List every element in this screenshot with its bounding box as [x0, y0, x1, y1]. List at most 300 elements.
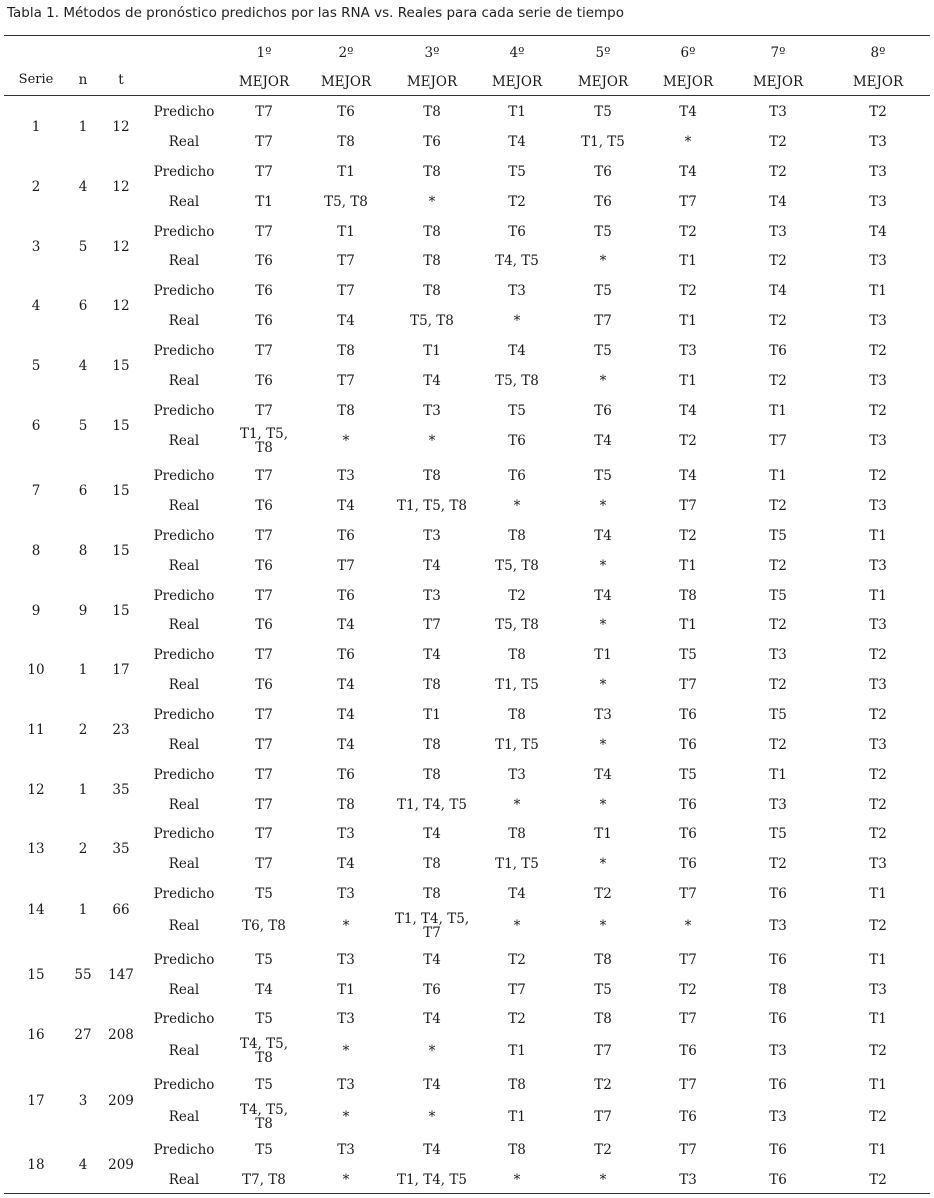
- predicted-method-cell: T2: [594, 1077, 612, 1093]
- real-method-cell: T2: [869, 918, 887, 934]
- real-method-cell: *: [599, 1172, 607, 1188]
- predicted-method-cell: T6: [769, 1011, 787, 1027]
- real-label: Real: [168, 313, 200, 329]
- real-method-cell: T3: [869, 856, 887, 872]
- real-method-cell: T8: [423, 253, 441, 269]
- real-method-cell: T2: [769, 856, 787, 872]
- predicted-method-cell: T8: [423, 283, 441, 299]
- predicted-method-cell: T1: [337, 224, 355, 240]
- real-method-cell: T3: [869, 737, 887, 753]
- predicted-method-cell: T2: [869, 826, 887, 842]
- header-rank-4: 4º: [509, 45, 525, 61]
- header-mejor-8: MEJOR: [852, 74, 904, 90]
- predicted-method-cell: T3: [337, 1142, 355, 1158]
- predicted-method-cell: T6: [594, 164, 612, 180]
- predicted-method-cell: T7: [255, 826, 273, 842]
- real-method-cell: T3: [869, 982, 887, 998]
- predicted-method-cell: T3: [769, 647, 787, 663]
- predicho-label: Predicho: [153, 468, 215, 484]
- serie-number: 10: [27, 662, 45, 678]
- real-method-cell: T7: [255, 856, 273, 872]
- predicted-method-cell: T2: [869, 343, 887, 359]
- real-method-cell: T2: [869, 1043, 887, 1059]
- real-method-cell: T6: [255, 253, 273, 269]
- predicted-method-cell: T7: [255, 224, 273, 240]
- predicted-method-cell: T2: [508, 1011, 526, 1027]
- predicho-label: Predicho: [153, 224, 215, 240]
- predicted-method-cell: T3: [594, 707, 612, 723]
- n-value: 4: [78, 1157, 88, 1173]
- serie-number: 13: [27, 841, 45, 857]
- real-method-cell: T6: [255, 677, 273, 693]
- predicted-method-cell: T1: [869, 1077, 887, 1093]
- predicted-method-cell: T6: [679, 826, 697, 842]
- predicted-method-cell: T3: [508, 767, 526, 783]
- predicted-method-cell: T1: [508, 104, 526, 120]
- real-method-cell: T5, T8: [410, 313, 454, 329]
- predicted-method-cell: T7: [679, 952, 697, 968]
- real-method-cell: *: [684, 918, 692, 934]
- predicted-method-cell: T1: [337, 164, 355, 180]
- real-method-cell: *: [599, 617, 607, 633]
- real-method-cell: T4: [255, 982, 273, 998]
- predicted-method-cell: T7: [679, 1077, 697, 1093]
- real-method-cell: T2: [769, 617, 787, 633]
- table-caption: Tabla 1. Métodos de pronóstico predichos por las RNA vs. Reales para cada serie de tiempo: [7, 5, 625, 21]
- predicted-method-cell: T6: [769, 1142, 787, 1158]
- predicted-method-cell: T2: [508, 952, 526, 968]
- predicted-method-cell: T1: [769, 468, 787, 484]
- predicted-method-cell: T4: [337, 707, 355, 723]
- serie-number: 16: [27, 1027, 45, 1043]
- t-value: 15: [112, 418, 130, 434]
- predicted-method-cell: T3: [337, 468, 355, 484]
- predicted-method-cell: T3: [769, 104, 787, 120]
- predicted-method-cell: T1: [869, 283, 887, 299]
- predicted-method-cell: T6: [337, 767, 355, 783]
- predicted-method-cell: T8: [337, 343, 355, 359]
- real-method-cell: T7: [594, 313, 612, 329]
- predicted-method-cell: T5: [769, 588, 787, 604]
- predicted-method-cell: T7: [679, 886, 697, 902]
- real-method-cell: T6: [508, 433, 526, 449]
- predicted-method-cell: T5: [594, 283, 612, 299]
- real-method-cell: T7: [255, 737, 273, 753]
- real-method-cell: T5, T8: [495, 373, 539, 389]
- real-label: Real: [168, 134, 200, 150]
- n-value: 4: [78, 179, 88, 195]
- predicho-label: Predicho: [153, 952, 215, 968]
- t-value: 15: [112, 543, 130, 559]
- predicted-method-cell: T7: [255, 647, 273, 663]
- predicted-method-cell: T3: [769, 224, 787, 240]
- predicted-method-cell: T5: [679, 767, 697, 783]
- real-method-cell: T4: [423, 373, 441, 389]
- predicho-label: Predicho: [153, 1077, 215, 1093]
- t-value: 12: [112, 238, 130, 255]
- serie-number: 7: [31, 483, 41, 499]
- real-method-cell: *: [599, 856, 607, 872]
- predicted-method-cell: T2: [869, 104, 887, 120]
- predicted-method-cell: T2: [869, 647, 887, 663]
- predicted-method-cell: T7: [255, 104, 273, 120]
- real-label: Real: [168, 1172, 200, 1188]
- real-method-cell: T3: [869, 313, 887, 329]
- predicted-method-cell: T7: [679, 1011, 697, 1027]
- real-method-cell: T3: [869, 433, 887, 449]
- real-method-cell: *: [342, 1043, 350, 1059]
- real-method-cell: T3: [769, 1109, 787, 1125]
- predicted-method-cell: T2: [594, 1142, 612, 1158]
- real-method-cell: T4: [337, 677, 355, 693]
- predicted-method-cell: T8: [594, 952, 612, 968]
- real-method-cell: T8: [423, 856, 441, 872]
- real-method-cell: *: [513, 498, 521, 514]
- real-method-cell: T2: [869, 1172, 887, 1188]
- real-method-cell: T5: [594, 982, 612, 998]
- t-value: 12: [112, 298, 130, 314]
- real-method-cell: T2: [769, 373, 787, 389]
- predicho-label: Predicho: [153, 1011, 215, 1027]
- predicted-method-cell: T1: [423, 343, 441, 359]
- real-method-cell: T1, T5: [581, 134, 625, 150]
- t-value: 35: [112, 841, 130, 857]
- real-method-cell: *: [428, 1043, 436, 1059]
- real-method-cell: *: [599, 253, 607, 269]
- predicted-method-cell: T5: [594, 224, 612, 240]
- predicted-method-cell: T3: [679, 343, 697, 359]
- t-value: 35: [112, 782, 130, 798]
- real-method-cell: T6: [679, 797, 697, 813]
- predicted-method-cell: T2: [508, 588, 526, 604]
- real-method-cell: T2: [769, 253, 787, 269]
- predicted-method-cell: T1: [769, 767, 787, 783]
- header-rank-8: 8º: [870, 45, 886, 61]
- real-method-cell: *: [342, 1109, 350, 1125]
- predicho-label: Predicho: [153, 767, 215, 783]
- real-method-cell: *: [599, 498, 607, 514]
- t-value: 17: [112, 662, 130, 678]
- real-method-cell: T8: [423, 737, 441, 753]
- real-method-cell: T2: [679, 982, 697, 998]
- predicted-method-cell: T6: [337, 588, 355, 604]
- predicted-method-cell: T8: [508, 528, 526, 544]
- serie-number: 4: [31, 298, 41, 314]
- header-mejor-1: MEJOR: [238, 74, 290, 90]
- predicho-label: Predicho: [153, 343, 215, 359]
- real-method-cell: T6: [255, 313, 273, 329]
- n-value: 1: [78, 902, 88, 918]
- real-label: Real: [168, 982, 200, 998]
- header-rank-5: 5º: [595, 45, 611, 61]
- real-method-cell: T7: [508, 982, 526, 998]
- predicted-method-cell: T2: [869, 403, 887, 419]
- predicted-method-cell: T3: [337, 886, 355, 902]
- predicted-method-cell: T4: [423, 952, 441, 968]
- t-value: 12: [112, 119, 130, 135]
- predicted-method-cell: T8: [508, 1077, 526, 1093]
- predicted-method-cell: T3: [869, 164, 887, 180]
- real-method-cell: T6: [255, 498, 273, 514]
- real-method-cell: T1, T5, T8: [239, 426, 289, 456]
- predicted-method-cell: T6: [769, 952, 787, 968]
- predicted-method-cell: T6: [594, 403, 612, 419]
- real-label: Real: [168, 558, 200, 574]
- n-value: 1: [78, 662, 88, 678]
- real-method-cell: T3: [869, 617, 887, 633]
- predicted-method-cell: T1: [869, 588, 887, 604]
- real-method-cell: T2: [679, 433, 697, 449]
- header-t: t: [118, 72, 124, 88]
- real-method-cell: T6: [679, 856, 697, 872]
- real-method-cell: *: [428, 194, 436, 210]
- predicted-method-cell: T8: [423, 104, 441, 120]
- real-method-cell: T2: [869, 797, 887, 813]
- predicted-method-cell: T8: [423, 468, 441, 484]
- n-value: 2: [78, 841, 88, 857]
- real-method-cell: T6: [679, 737, 697, 753]
- predicted-method-cell: T8: [423, 224, 441, 240]
- real-method-cell: T1, T5: [495, 677, 539, 693]
- predicted-method-cell: T5: [594, 343, 612, 359]
- n-value: 6: [78, 483, 88, 499]
- real-method-cell: T5, T8: [324, 194, 368, 210]
- real-method-cell: T2: [869, 1109, 887, 1125]
- t-value: 208: [108, 1027, 134, 1043]
- predicho-label: Predicho: [153, 886, 215, 902]
- predicted-method-cell: T7: [255, 468, 273, 484]
- bottom-rule: [4, 1193, 930, 1194]
- real-method-cell: T1: [508, 1109, 526, 1125]
- real-method-cell: T2: [769, 134, 787, 150]
- real-method-cell: T1: [337, 982, 355, 998]
- serie-number: 18: [27, 1157, 45, 1173]
- predicted-method-cell: T4: [679, 104, 697, 120]
- predicted-method-cell: T3: [423, 528, 441, 544]
- real-method-cell: T3: [769, 918, 787, 934]
- predicted-method-cell: T3: [423, 588, 441, 604]
- predicted-method-cell: T3: [508, 283, 526, 299]
- header-mejor-7: MEJOR: [752, 74, 804, 90]
- serie-number: 14: [27, 902, 45, 918]
- real-method-cell: T4, T5: [495, 253, 539, 269]
- predicted-method-cell: T4: [508, 343, 526, 359]
- predicted-method-cell: T4: [594, 767, 612, 783]
- predicted-method-cell: T5: [255, 1142, 273, 1158]
- real-method-cell: *: [599, 918, 607, 934]
- n-value: 5: [78, 418, 88, 434]
- real-method-cell: T4: [594, 433, 612, 449]
- predicted-method-cell: T2: [679, 224, 697, 240]
- predicted-method-cell: T7: [337, 283, 355, 299]
- predicted-method-cell: T7: [679, 1142, 697, 1158]
- header-rank-6: 6º: [680, 45, 696, 61]
- predicted-method-cell: T1: [869, 1142, 887, 1158]
- real-label: Real: [168, 433, 200, 449]
- predicted-method-cell: T6: [255, 283, 273, 299]
- predicted-method-cell: T7: [255, 707, 273, 723]
- real-label: Real: [168, 1109, 200, 1125]
- real-method-cell: T4: [337, 737, 355, 753]
- real-method-cell: T6, T8: [242, 918, 286, 934]
- serie-number: 3: [31, 238, 41, 255]
- real-method-cell: T2: [769, 313, 787, 329]
- predicho-label: Predicho: [153, 283, 215, 299]
- n-value: 55: [74, 967, 92, 983]
- predicted-method-cell: T3: [337, 1011, 355, 1027]
- real-method-cell: T4: [769, 194, 787, 210]
- real-method-cell: *: [342, 1172, 350, 1188]
- predicted-method-cell: T8: [423, 886, 441, 902]
- n-value: 5: [78, 238, 88, 255]
- real-method-cell: T2: [769, 498, 787, 514]
- real-method-cell: T4: [337, 617, 355, 633]
- predicho-label: Predicho: [153, 1142, 215, 1158]
- serie-number: 1: [31, 119, 41, 135]
- real-label: Real: [168, 194, 200, 210]
- predicted-method-cell: T4: [423, 1077, 441, 1093]
- predicted-method-cell: T5: [255, 1077, 273, 1093]
- predicted-method-cell: T5: [594, 468, 612, 484]
- serie-number: 8: [31, 543, 41, 559]
- predicted-method-cell: T4: [869, 224, 887, 240]
- real-method-cell: T7: [679, 677, 697, 693]
- predicted-method-cell: T1: [423, 707, 441, 723]
- t-value: 209: [108, 1093, 134, 1109]
- n-value: 6: [78, 298, 88, 314]
- real-method-cell: T4, T5, T8: [239, 1036, 289, 1066]
- predicted-method-cell: T5: [255, 886, 273, 902]
- predicted-method-cell: T6: [769, 1077, 787, 1093]
- real-method-cell: T1: [679, 313, 697, 329]
- predicted-method-cell: T8: [508, 826, 526, 842]
- real-method-cell: *: [599, 737, 607, 753]
- real-method-cell: T5, T8: [495, 558, 539, 574]
- real-method-cell: T3: [869, 498, 887, 514]
- predicted-method-cell: T8: [508, 647, 526, 663]
- header-mejor-4: MEJOR: [491, 74, 543, 90]
- predicted-method-cell: T7: [255, 403, 273, 419]
- predicted-method-cell: T5: [255, 1011, 273, 1027]
- header-rank-1: 1º: [256, 45, 272, 61]
- predicted-method-cell: T6: [337, 528, 355, 544]
- real-method-cell: T6: [255, 558, 273, 574]
- real-method-cell: T3: [869, 677, 887, 693]
- predicho-label: Predicho: [153, 104, 215, 120]
- real-method-cell: *: [513, 797, 521, 813]
- real-method-cell: *: [599, 558, 607, 574]
- predicted-method-cell: T8: [679, 588, 697, 604]
- predicted-method-cell: T1: [869, 886, 887, 902]
- real-method-cell: T4: [337, 856, 355, 872]
- t-value: 15: [112, 358, 130, 374]
- real-method-cell: T5, T8: [495, 617, 539, 633]
- header-mejor-5: MEJOR: [577, 74, 629, 90]
- predicted-method-cell: T4: [423, 647, 441, 663]
- real-method-cell: T6: [255, 373, 273, 389]
- predicted-method-cell: T2: [679, 283, 697, 299]
- serie-number: 11: [27, 722, 45, 738]
- predicted-method-cell: T1: [869, 952, 887, 968]
- real-label: Real: [168, 373, 200, 389]
- serie-number: 5: [31, 358, 41, 374]
- real-method-cell: T3: [769, 797, 787, 813]
- serie-number: 12: [27, 782, 45, 798]
- t-value: 23: [112, 722, 130, 738]
- predicted-method-cell: T6: [769, 886, 787, 902]
- predicted-method-cell: T4: [679, 403, 697, 419]
- real-method-cell: T1: [679, 617, 697, 633]
- real-method-cell: T6: [255, 617, 273, 633]
- real-method-cell: T1: [679, 373, 697, 389]
- t-value: 147: [108, 967, 134, 983]
- real-method-cell: T7: [594, 1109, 612, 1125]
- real-method-cell: T7: [423, 617, 441, 633]
- real-method-cell: T1, T4, T5: [397, 797, 467, 813]
- predicted-method-cell: T4: [423, 826, 441, 842]
- predicted-method-cell: T3: [337, 952, 355, 968]
- real-method-cell: *: [599, 677, 607, 693]
- real-method-cell: T3: [769, 1043, 787, 1059]
- real-method-cell: T6: [594, 194, 612, 210]
- real-method-cell: T4: [508, 134, 526, 150]
- real-method-cell: T8: [769, 982, 787, 998]
- real-method-cell: T7: [337, 373, 355, 389]
- predicted-method-cell: T8: [337, 403, 355, 419]
- real-method-cell: *: [342, 918, 350, 934]
- predicted-method-cell: T7: [255, 767, 273, 783]
- real-method-cell: T1, T5: [495, 856, 539, 872]
- predicted-method-cell: T5: [769, 528, 787, 544]
- real-method-cell: T7: [337, 253, 355, 269]
- header-mejor-3: MEJOR: [406, 74, 458, 90]
- predicted-method-cell: T1: [594, 826, 612, 842]
- real-method-cell: T7: [337, 558, 355, 574]
- serie-number: 17: [27, 1093, 45, 1109]
- real-method-cell: T7: [679, 498, 697, 514]
- predicted-method-cell: T2: [769, 164, 787, 180]
- real-method-cell: T3: [869, 134, 887, 150]
- real-label: Real: [168, 797, 200, 813]
- predicted-method-cell: T4: [423, 1011, 441, 1027]
- predicted-method-cell: T5: [769, 826, 787, 842]
- serie-number: 9: [31, 602, 41, 619]
- real-method-cell: T7, T8: [242, 1172, 286, 1188]
- n-value: 1: [78, 119, 88, 135]
- predicted-method-cell: T4: [594, 528, 612, 544]
- serie-number: 6: [31, 418, 41, 434]
- predicted-method-cell: T6: [508, 468, 526, 484]
- predicted-method-cell: T4: [423, 1142, 441, 1158]
- predicho-label: Predicho: [153, 403, 215, 419]
- real-method-cell: *: [599, 373, 607, 389]
- real-method-cell: T1, T5, T8: [397, 498, 467, 514]
- predicted-method-cell: T8: [594, 1011, 612, 1027]
- real-label: Real: [168, 918, 200, 934]
- real-method-cell: *: [513, 313, 521, 329]
- predicted-method-cell: T8: [423, 164, 441, 180]
- n-value: 4: [78, 358, 88, 374]
- real-method-cell: T1: [679, 558, 697, 574]
- real-label: Real: [168, 737, 200, 753]
- predicted-method-cell: T1: [594, 647, 612, 663]
- t-value: 209: [108, 1157, 134, 1173]
- real-method-cell: T7: [769, 433, 787, 449]
- predicted-method-cell: T6: [337, 647, 355, 663]
- predicted-method-cell: T1: [769, 403, 787, 419]
- predicho-label: Predicho: [153, 528, 215, 544]
- real-method-cell: T4: [337, 313, 355, 329]
